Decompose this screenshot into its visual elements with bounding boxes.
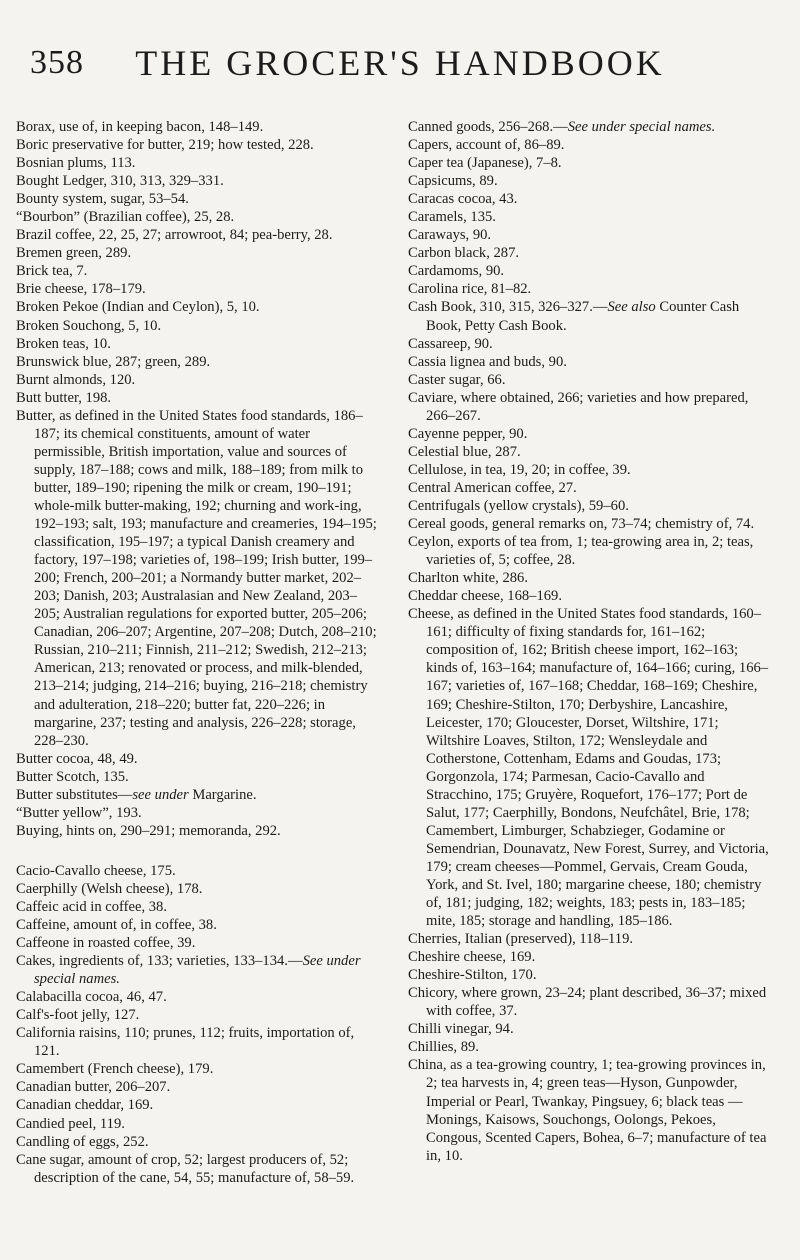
index-entry: Celestial blue, 287. [408, 443, 521, 460]
index-entry: Cassareep, 90. [408, 335, 493, 352]
index-entry: Cakes, ingredients of, 133; varieties, 133–134.—See under special names. [16, 953, 361, 988]
index-entry: Butter Scotch, 135. [16, 768, 129, 785]
index-entry: California raisins, 110; prunes, 112; fruits, importation of, 121. [16, 1025, 355, 1060]
index-entry: Broken teas, 10. [16, 335, 111, 352]
index-entry: Cherries, Italian (preserved), 118–119. [408, 931, 634, 948]
index-entry: China, as a tea-growing country, 1; tea-growing provinces in, 2; tea harvests in, 4; green teas—Hyson, Gunpowder, Imperial or Pearl, Twankay, Pingsuey, 6; black teas — Monings, Kaisows, Souchongs, Oolongs, Pekoes, Congous, Scented Capers, Bohea, 6–7; manufacture of tea in, 10. [408, 1057, 767, 1164]
index-entry: Caper tea (Japanese), 7–8. [408, 155, 562, 172]
index-entry: Bounty system, sugar, 53–54. [16, 191, 189, 208]
index-entry: Boric preservative for butter, 219; how tested, 228. [16, 137, 314, 154]
index-entry: Caviare, where obtained, 266; varieties and how prepared, 266–267. [408, 389, 749, 424]
index-entry: Bosnian plums, 113. [16, 155, 136, 172]
index-entry: Butter substitutes—see under Margarine. [16, 786, 257, 803]
index-group-b [16, 118, 378, 786]
index-group-r1 [408, 136, 770, 298]
index-entry: “Bourbon” (Brazilian coffee), 25, 28. [16, 209, 235, 226]
index-entry: Camembert (French cheese), 179. [16, 1061, 214, 1078]
index-entry: Candied peel, 119. [16, 1115, 125, 1132]
index-entry: Borax, use of, in keeping bacon, 148–149. [16, 119, 264, 135]
index-entry: Cacio-Cavallo cheese, 175. [16, 862, 176, 879]
index-entry: Chilli vinegar, 94. [408, 1021, 514, 1038]
index-group-b-tail [16, 804, 378, 840]
index-entry: Brick tea, 7. [16, 263, 88, 280]
index-entry: Canadian cheddar, 169. [16, 1097, 154, 1114]
index-entry: Chillies, 89. [408, 1039, 479, 1056]
index-entry: Charlton white, 286. [408, 570, 528, 587]
index-entry: Broken Souchong, 5, 10. [16, 317, 162, 334]
index-entry: Caster sugar, 66. [408, 371, 506, 388]
index-entry: Cheddar cheese, 168–169. [408, 588, 562, 605]
index-entry: Capsicums, 89. [408, 173, 498, 190]
index-entry: Caraways, 90. [408, 227, 492, 244]
index-entry: Butt butter, 198. [16, 389, 112, 406]
index-entry: Ceylon, exports of tea from, 1; tea-growing area in, 2; teas, varieties of, 5; coffee, 28. [408, 534, 754, 569]
index-group-c1 [16, 862, 378, 952]
index-entry: Carolina rice, 81–82. [408, 281, 532, 298]
index-entry: Butter cocoa, 48, 49. [16, 750, 138, 767]
index-entry: Caramels, 135. [408, 209, 496, 226]
index-entry: Canadian butter, 206–207. [16, 1079, 171, 1096]
index-column-left [16, 118, 378, 1187]
index-entry: Cheshire-Stilton, 170. [408, 967, 537, 984]
index-entry: Carbon black, 287. [408, 245, 520, 262]
index-entry: Central American coffee, 27. [408, 479, 577, 496]
index-entry: Brazil coffee, 22, 25, 27; arrowroot, 84; pea-berry, 28. [16, 227, 333, 244]
index-entry: Butter, as defined in the United States food standards, 186–187; its chemical constituents, amount of water permissible, British importation, value and sources of supply, 187–188; cows and milk, 188–189; from milk to butter, 189–190; ripening the milk or cream, 190–191; whole-milk butter-making, 192; churning and work-ing, 192–193; salt, 193; manufacture and creameries, 194–195; classification, 195–197; a typical Danish creamery and factory, 197–198; varieties of, 198–199; Irish butter, 199–200; French, 200–201; a Normandy butter market, 202–203; Danish, 203; Australasian and New Zealand, 203–205; Australian regulations for exported butter, 205–206; Canadian, 206–207; Argentine, 207–208; Dutch, 208–210; Russian, 210–211; Finnish, 211–212; Swedish, 212–213; American, 213; renovated or process, and milk-blended, 213–214; judging, 214–216; buying, 216–218; chemistry and adulteration, 218–220; butter fat, 220–226; in margarine, 237; testing and analysis, 226–228; storage, 228–230. [16, 407, 377, 749]
index-entry: Caerphilly (Welsh cheese), 178. [16, 880, 203, 897]
index-entry: “Butter yellow”, 193. [16, 804, 142, 821]
index-entry: Cassia lignea and buds, 90. [408, 353, 567, 370]
group-separator [16, 840, 378, 862]
index-entry: Calf's-foot jelly, 127. [16, 1007, 140, 1024]
index-entry: Buying, hints on, 290–291; memoranda, 292. [16, 822, 281, 839]
index-entry: Bought Ledger, 310, 313, 329–331. [16, 173, 224, 190]
index-entry: Cheese, as defined in the United States food standards, 160–161; difficulty of fixing standards for, 161–162; composition of, 162; British cheese import, 162–163; kinds of, 163–164; manufacture of, 164–166; curing, 166–167; varieties of, 167–168; Cheddar, 168–169; Cheshire, 169; Cheshire-Stilton, 170; Derbyshire, Lancashire, Leicester, 170; Gloucester, Dorset, Wiltshire, 171; Wiltshire Loaves, Stilton, 172; Wensleydale and Cotherstone, Cottenham, Edams and Goudas, 173; Gorgonzola, 174; Parmesan, Cacio-Cavallo and Stracchino, 175; Gruyère, Roquefort, 176–177; Port de Salut, 177; Caerphilly, Bondons, Neufchâtel, Brie, 178; Camembert, Limburger, Schabzieger, Godamine or Semendrian, Dounavatz, New Forest, Surrey, and Victoria, 179; cream cheeses—Pommel, Gervais, Cream Gouda, York, and St. Ivel, 180; margarine cheese, 180; chemistry of, 181; judging, 182; weights, 183; pests in, 183–185; mite, 185; storage and handling, 185–186. [408, 606, 769, 930]
index-group-c2 [16, 988, 378, 1187]
index-entry: Caffeic acid in coffee, 38. [16, 898, 168, 915]
index-entry: Brunswick blue, 287; green, 289. [16, 353, 211, 370]
page-number: 358 [30, 44, 84, 81]
index-entry: Cereal goods, general remarks on, 73–74; chemistry of, 74. [408, 516, 755, 533]
index-entry: Burnt almonds, 120. [16, 371, 136, 388]
index-entry: Caffeone in roasted coffee, 39. [16, 935, 196, 952]
index-entry: Centrifugals (yellow crystals), 59–60. [408, 497, 629, 514]
index-entry: Caffeine, amount of, in coffee, 38. [16, 917, 217, 934]
index-entry: Cayenne pepper, 90. [408, 425, 528, 442]
index-entry: Cellulose, in tea, 19, 20; in coffee, 39. [408, 461, 631, 478]
page-header [30, 38, 770, 90]
index-entry: Broken Pekoe (Indian and Ceylon), 5, 10. [16, 299, 260, 316]
index-entry: Calabacilla cocoa, 46, 47. [16, 989, 167, 1006]
index-column-right [408, 118, 770, 1165]
index-entry: Capers, account of, 86–89. [408, 137, 565, 154]
index-entry: Cheshire cheese, 169. [408, 949, 536, 966]
index-entry: Candling of eggs, 252. [16, 1133, 149, 1150]
running-title: THE GROCER'S HANDBOOK [135, 43, 665, 83]
index-entry: Bremen green, 289. [16, 245, 132, 262]
index-entry: Cardamoms, 90. [408, 263, 505, 280]
index-entry: Caracas cocoa, 43. [408, 191, 518, 208]
index-entry: Chicory, where grown, 23–24; plant described, 36–37; mixed with coffee, 37. [408, 985, 767, 1020]
index-entry: Cane sugar, amount of crop, 52; largest producers of, 52; description of the cane, 54, 55; manufacture of, 58–59. [16, 1151, 355, 1186]
index-entry: Cash Book, 310, 315, 326–327.—See also Counter Cash Book, Petty Cash Book. [408, 299, 740, 334]
index-group-r2 [408, 335, 770, 1165]
index-entry: Canned goods, 256–268.—See under special names. [408, 119, 716, 135]
index-entry: Brie cheese, 178–179. [16, 281, 146, 298]
